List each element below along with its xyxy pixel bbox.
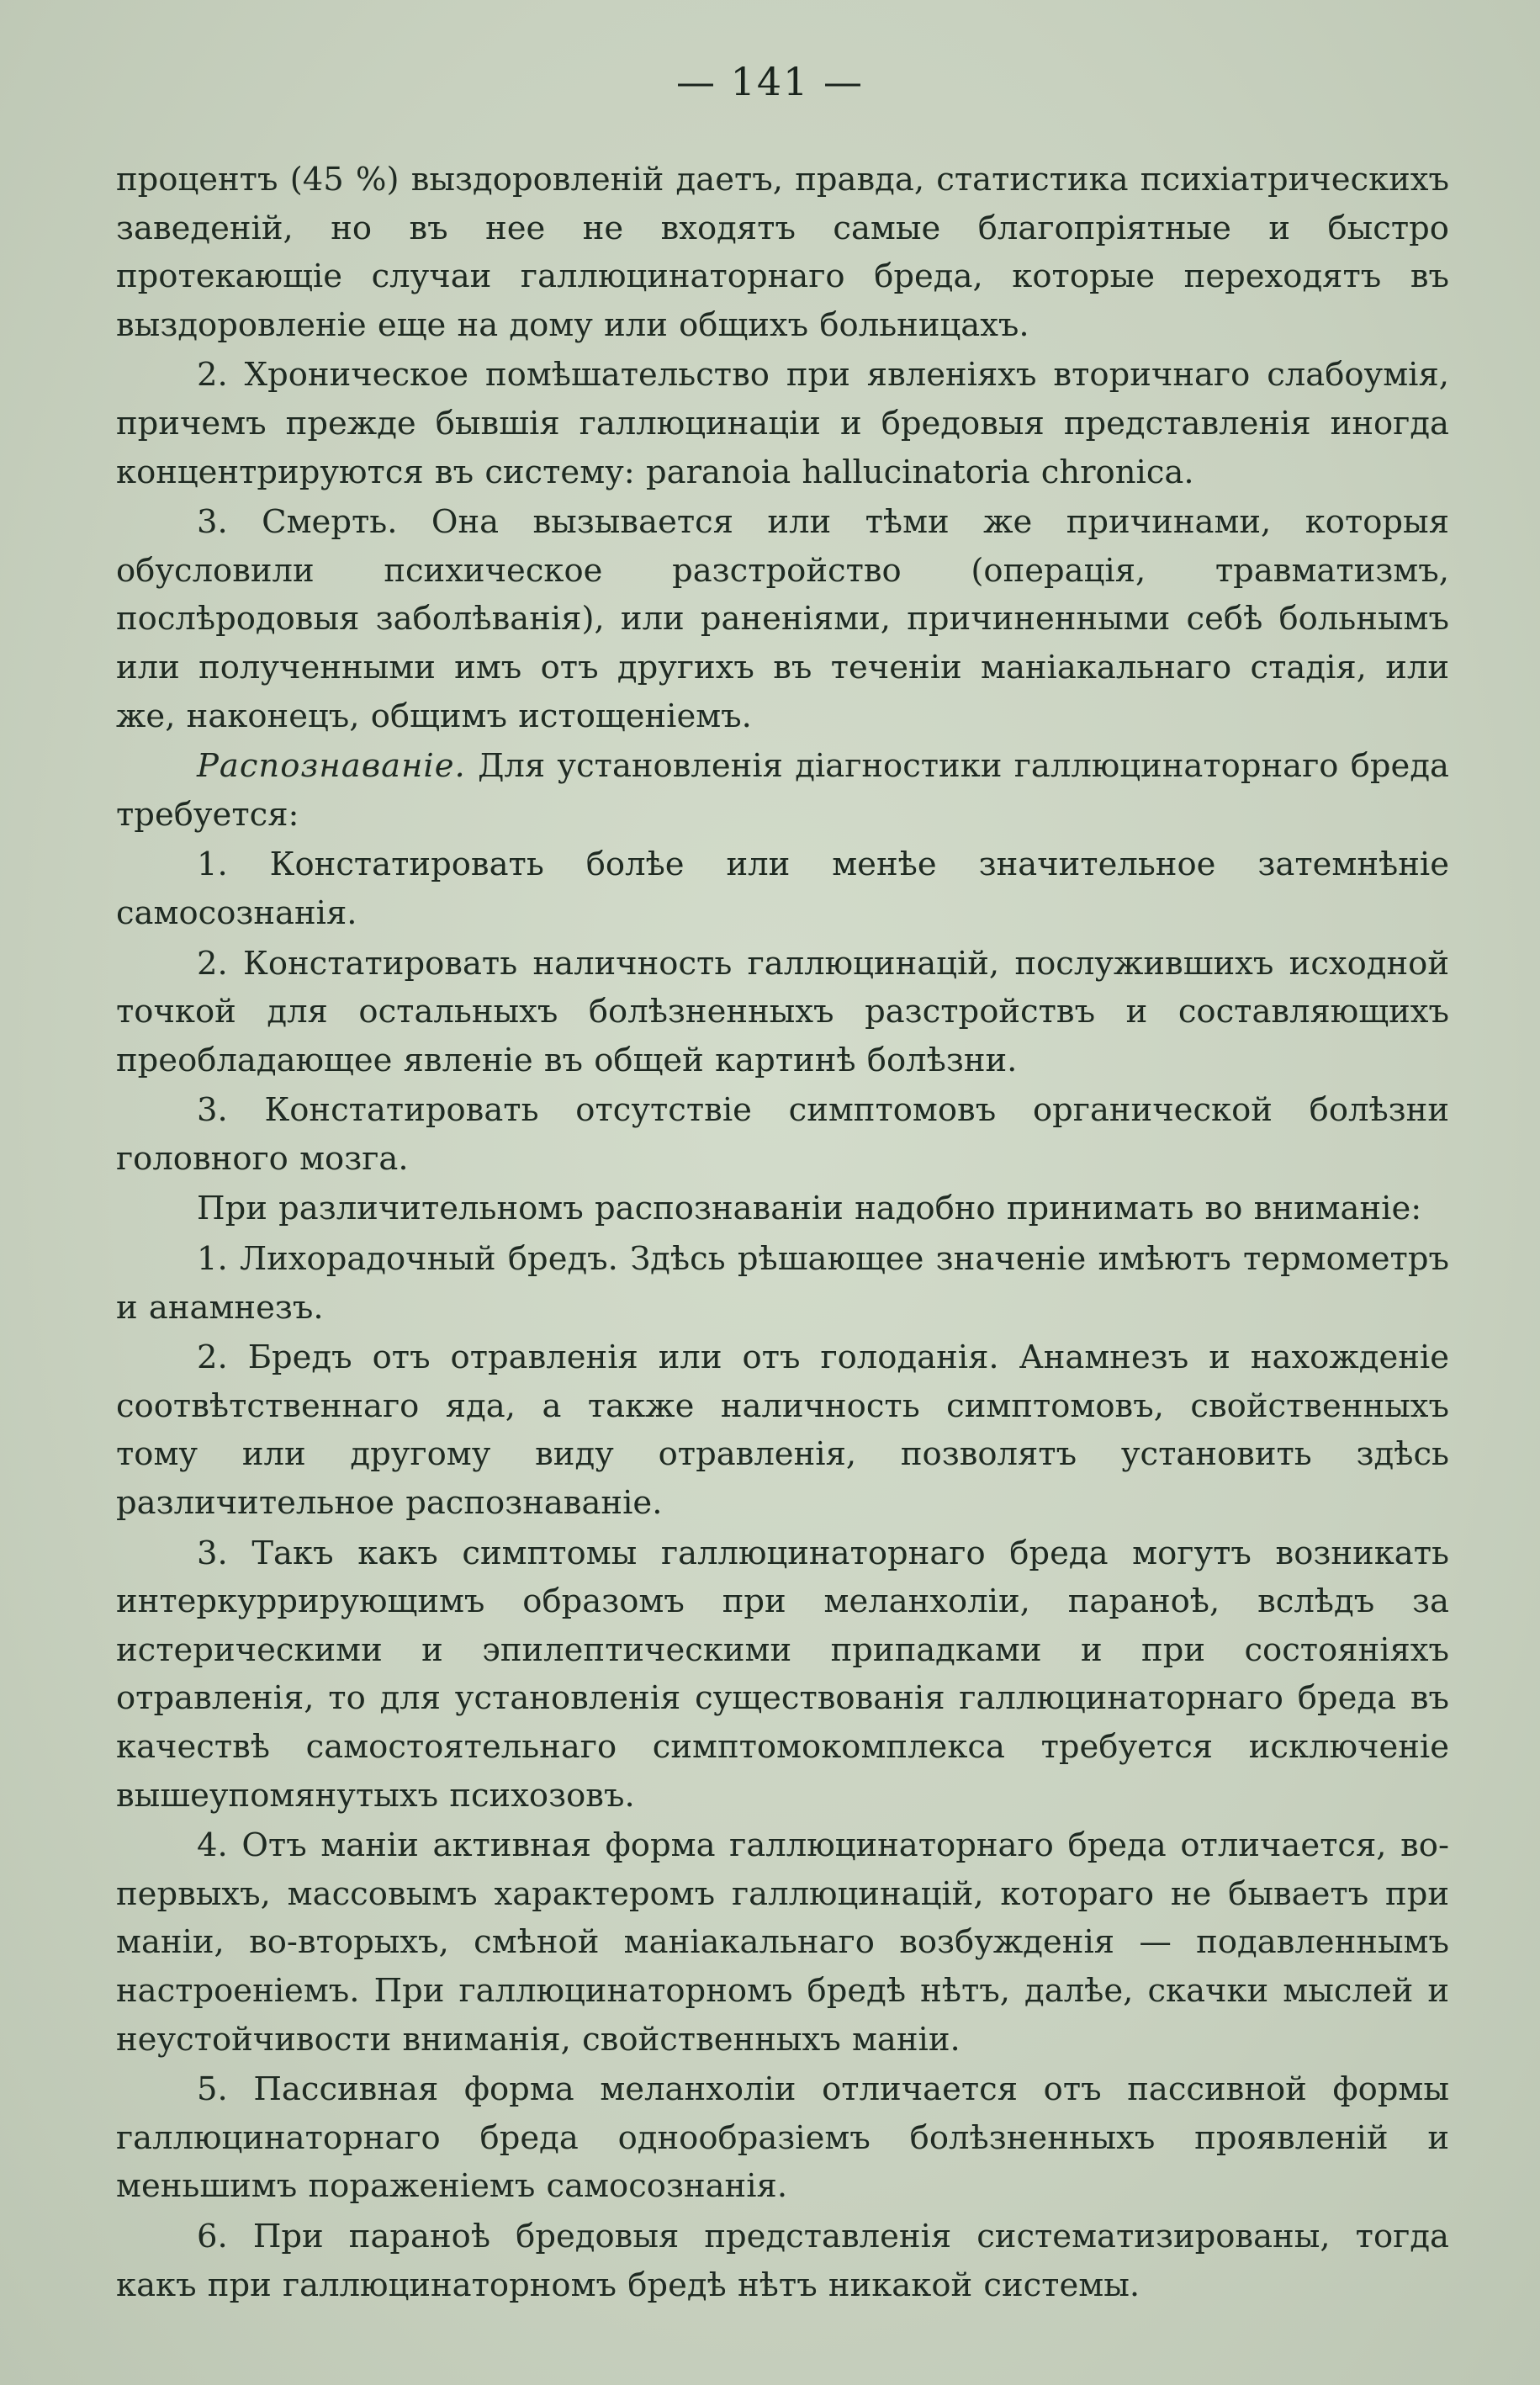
paragraph-differential-1: 1. Лихорадочный бредъ. Здѣсь рѣшающее значеніе имѣютъ термометръ и анамнезъ.: [116, 1240, 1449, 1327]
paragraph-diagnosis-1: 1. Констатировать болѣе или менѣе значительное затемнѣніе самосознанія.: [116, 845, 1449, 932]
paragraph-outcome-2: 2. Хроническое помѣшательство при явленіяхъ вторичнаго слабоумія, причемъ прежде бывшія галлюцинаціи и бредовыя представленія иногда концентрируются въ систему: paranoia hallucinatoria chronica.: [116, 356, 1449, 491]
page-number: — 141 —: [675, 59, 865, 104]
section-heading: Распознаваніе.: [197, 747, 466, 786]
paragraph-diagnosis-2: 2. Констатировать наличность галлюцинацій, послужившихъ исходной точкой для остальныхъ болѣзненныхъ разстройствъ и составляющихъ преобладающее явленіе въ общей картинѣ болѣзни.: [116, 944, 1449, 1079]
diagnosis-intro-text: Для установленія діагностики галлюцинаторнаго бреда требуется:: [116, 747, 1449, 834]
paragraph-differential-6: 6. При паранoѣ бредовыя представленія систематизированы, тогда какъ при галлюцинаторномъ бредѣ нѣтъ никакой системы.: [116, 2217, 1449, 2304]
paragraph-differential-intro: При различительномъ распознаваніи надобно принимать во вниманіе:: [197, 1190, 1422, 1228]
text-body: [116, 156, 1449, 2311]
paragraph-outcome-3: 3. Смерть. Она вызывается или тѣми же причинами, которыя обусловили психическое разстройство (операція, травматизмъ, послѣродовыя заболѣванія), или раненіями, причиненными себѣ больнымъ или полученными имъ отъ другихъ въ теченіи маніакальнаго стадія, или же, наконецъ, общимъ истощеніемъ.: [116, 503, 1449, 735]
paragraph-differential-5: 5. Пассивная форма меланхоліи отличается отъ пассивной формы галлюцинаторнаго бреда однообразіемъ болѣзненныхъ проявленій и меньшимъ пораженіемъ самосознанія.: [116, 2070, 1449, 2206]
paragraph-differential-2: 2. Бредъ отъ отравленія или отъ голоданія. Анамнезъ и нахожденіе соотвѣтственнаго яда, а также наличность симптомовъ, свойственныхъ тому или другому виду отравленія, позволятъ установить здѣсь различительное распознаваніе.: [116, 1338, 1449, 1523]
paragraph-diagnosis-3: 3. Констатировать отсутствіе симптомовъ органической болѣзни головного мозга.: [116, 1091, 1449, 1178]
paragraph-diagnosis-intro: [116, 742, 1449, 839]
paragraph-differential-3: 3. Такъ какъ симптомы галлюцинаторнаго бреда могутъ возникать интеркуррирующимъ образомъ при меланхоліи, параноѣ, вслѣдъ за истерическими и эпилептическими припадками и при состояніяхъ отравленія, то для установленія существованія галлюцинаторнаго бреда въ качествѣ самостоятельнаго симптомокомплекса требуется исключеніе вышеупомянутыхъ психозовъ.: [116, 1534, 1449, 1815]
paragraph-continued: процентъ (45 %) выздоровленій даетъ, правда, статистика психіатрическихъ заведеній, но въ нее не входятъ самые благопріятные и быстро протекающіе случаи галлюцинаторнаго бреда, которые переходятъ въ выздоровленіе еще на дому или общихъ больницахъ.: [116, 161, 1449, 344]
paragraph-differential-4: 4. Отъ маніи активная форма галлюцинаторнаго бреда отличается, во-первыхъ, массовымъ характеромъ галлюцинацій, котораго не бываетъ при маніи, во-вторыхъ, смѣной маніакальнаго возбужденія — подавленнымъ настроеніемъ. При галлюцинаторномъ бредѣ нѣтъ, далѣе, скачки мыслей и неустойчивости вниманія, свойственныхъ маніи.: [116, 1826, 1449, 2059]
